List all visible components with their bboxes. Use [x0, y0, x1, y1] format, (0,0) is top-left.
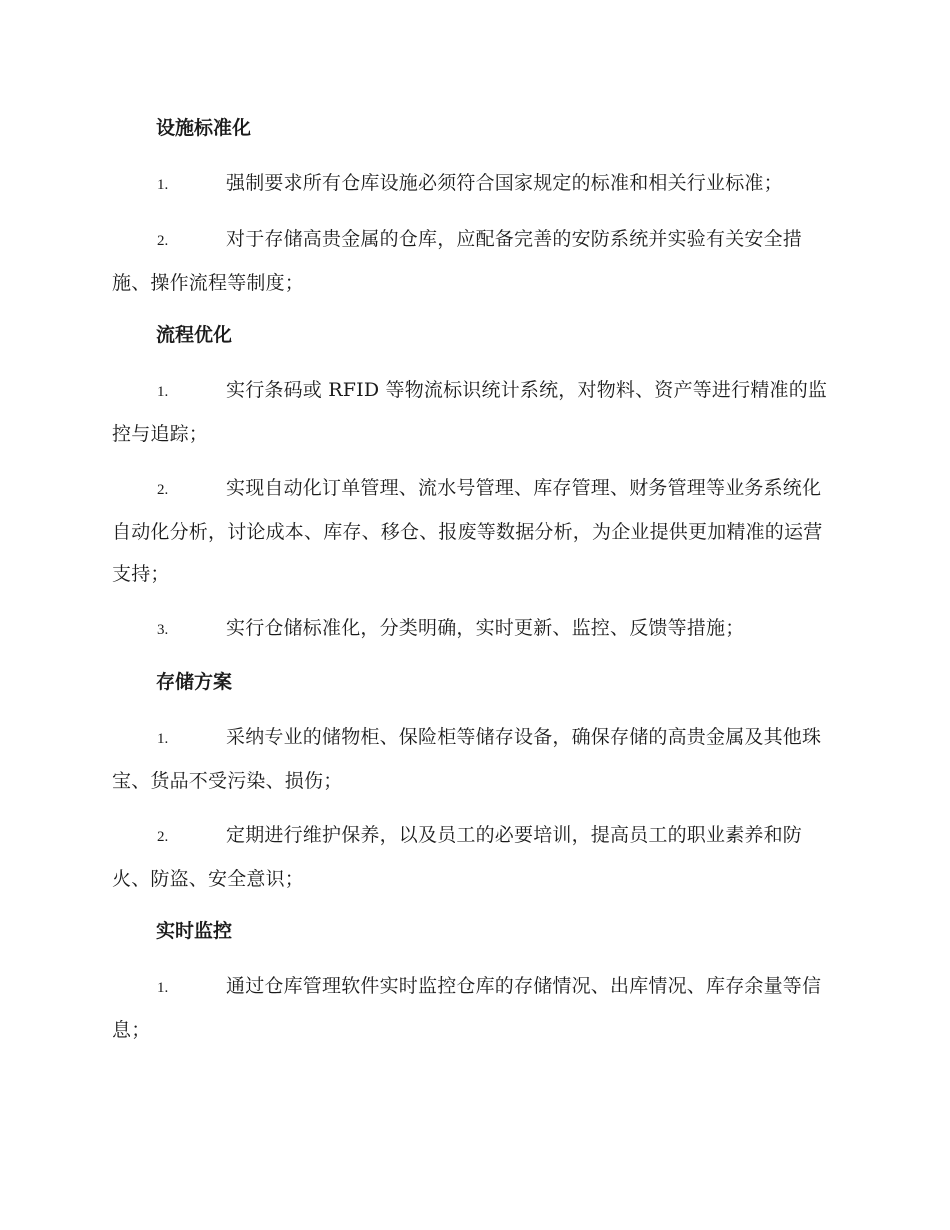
item-text: 实行条码或 RFID 等物流标识统计系统，对物料、资产等进行精准的监控与追踪； [112, 379, 828, 445]
section-heading: 流程优化 [156, 324, 233, 346]
item-text: 实行仓储标准化，分类明确，实时更新、监控、反馈等措施； [226, 617, 745, 639]
section-storage-plan [112, 663, 834, 900]
item-number: 2. [157, 482, 169, 498]
item-number: 1. [157, 177, 169, 193]
item-number: 2. [157, 829, 169, 845]
list-item [112, 218, 834, 304]
list-item [112, 607, 834, 651]
section-heading: 存储方案 [156, 671, 233, 693]
item-number: 1. [157, 980, 169, 996]
list-item [112, 716, 834, 802]
item-text: 采纳专业的储物柜、保险柜等储存设备，确保存储的高贵金属及其他珠宝、货品不受污染、损伤； [112, 726, 822, 792]
section-heading: 设施标准化 [156, 117, 252, 139]
section-process-optimization [112, 316, 834, 651]
item-text: 强制要求所有仓库设施必须符合国家规定的标准和相关行业标准； [226, 172, 783, 194]
list-item [112, 965, 834, 1051]
list-item [112, 814, 834, 900]
item-number: 3. [157, 622, 169, 638]
item-number: 2. [157, 233, 169, 249]
item-text: 对于存储高贵金属的仓库，应配备完善的安防系统并实验有关安全措施、操作流程等制度； [112, 228, 803, 294]
section-facility-standardization [112, 109, 834, 304]
list-item [112, 369, 834, 455]
item-text: 定期进行维护保养，以及员工的必要培训，提高员工的职业素养和防火、防盗、安全意识； [112, 824, 803, 890]
section-real-time-monitoring [112, 912, 834, 1051]
list-item [112, 162, 834, 206]
item-text: 实现自动化订单管理、流水号管理、库存管理、财务管理等业务系统化自动化分析，讨论成本、库存、移仓、报废等数据分析，为企业提供更加精准的运营支持； [112, 477, 823, 585]
section-heading: 实时监控 [156, 920, 233, 942]
item-text: 通过仓库管理软件实时监控仓库的存储情况、出库情况、库存余量等信息； [112, 975, 822, 1041]
item-number: 1. [157, 731, 169, 747]
item-number: 1. [157, 384, 169, 400]
document-body [112, 109, 834, 1063]
list-item [112, 467, 834, 595]
